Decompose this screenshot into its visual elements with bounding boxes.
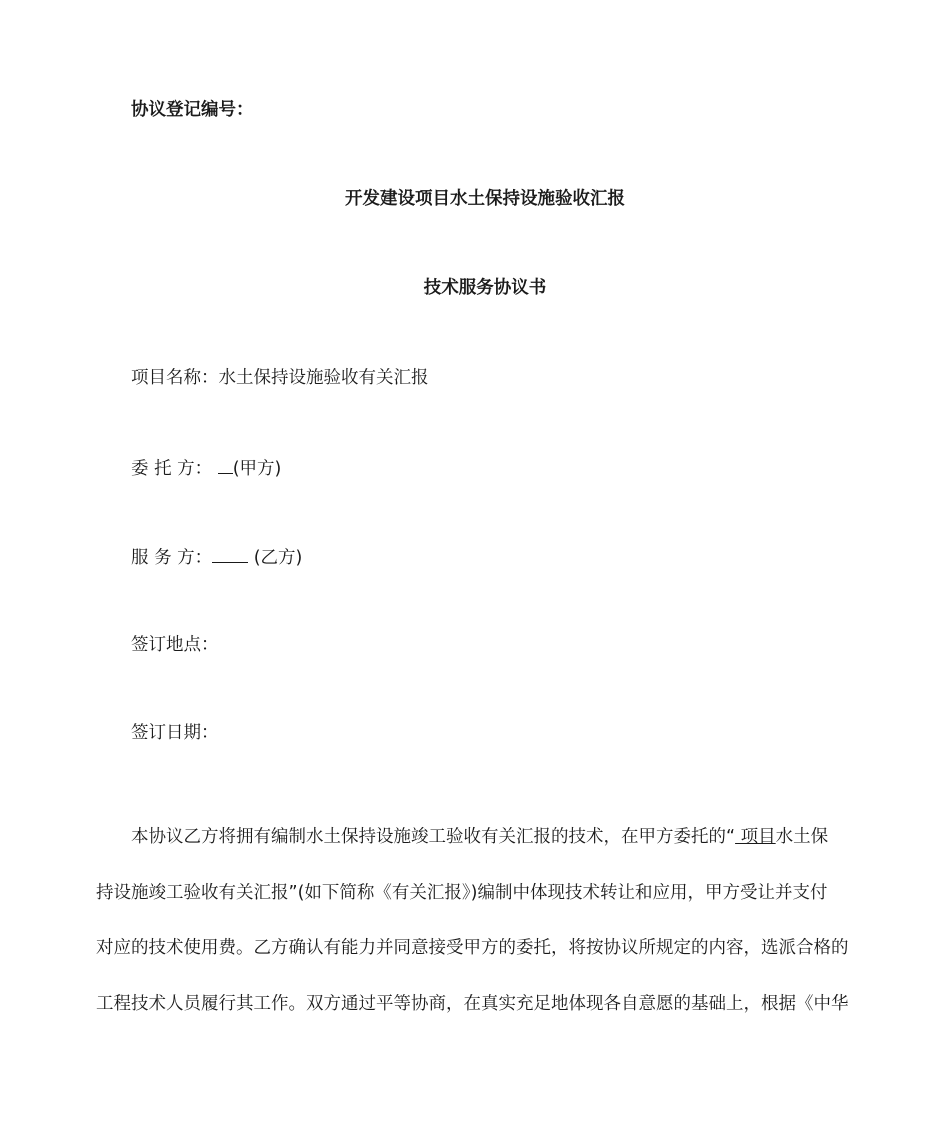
paragraph-row: 对应的技术使用费。乙方确认有能力并同意接受甲方的委托，将按协议所规定的内容，选派合格的 — [96, 938, 849, 958]
agreement-body-paragraph — [96, 810, 876, 1032]
project-name-label: 项目名称： — [131, 368, 219, 388]
paragraph-row: 持设施竣工验收有关汇报”(如下简称《有关汇报》)编制中体现技术转让和应用，甲方受让并支付 — [96, 882, 828, 903]
signing-date-field — [131, 721, 219, 745]
project-name-value: 水土保持设施验收有关汇报 — [218, 368, 429, 388]
provider-field — [131, 544, 302, 570]
project-underlined-text: 项目 — [735, 827, 776, 847]
signing-place-label: 签订地点： — [131, 635, 219, 655]
provider-value: (乙方) — [248, 548, 303, 568]
paragraph-row: 工程技术人员履行其工作。双方通过平等协商，在真实充足地体现各自意愿的基础上，根据《中华 — [96, 993, 849, 1014]
project-name-field — [131, 366, 429, 390]
paragraph-text: 本协议乙方将拥有编制水土保持设施竣工验收有关汇报的技术，在甲方委托的“ — [131, 827, 736, 847]
paragraph-text: 水土保 — [775, 827, 829, 847]
provider-blank — [212, 544, 248, 563]
client-value: (甲方) — [232, 459, 282, 479]
client-label: 委 托 方： — [131, 459, 213, 479]
signing-date-label: 签订日期： — [131, 723, 219, 743]
document-title-line2: 技术服务协议书 — [423, 278, 547, 298]
document-title-line1: 开发建设项目水土保持设施验收汇报 — [345, 189, 625, 209]
registration-number-label: 协议登记编号： — [131, 100, 254, 120]
client-field — [131, 455, 281, 481]
signing-place-field — [131, 633, 219, 657]
provider-label: 服 务 方： — [131, 548, 213, 568]
client-blank — [218, 455, 233, 474]
paragraph-row — [96, 810, 876, 866]
